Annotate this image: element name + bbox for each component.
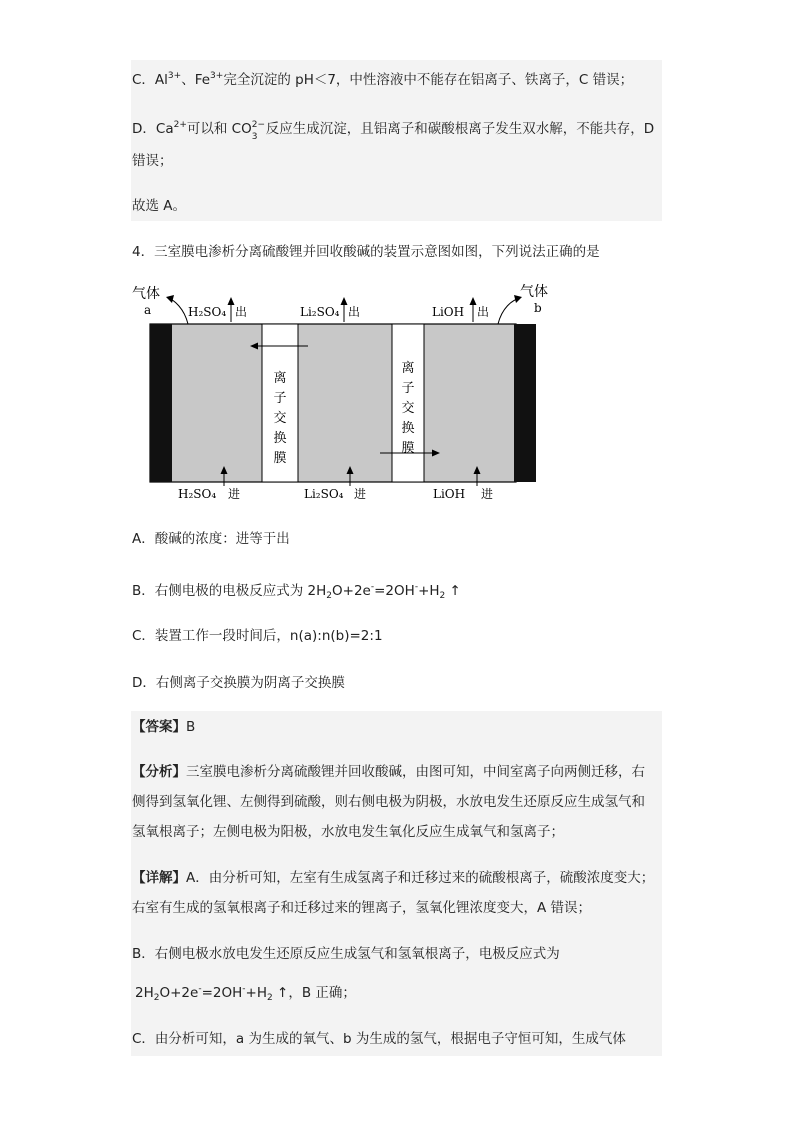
detail-b-line-1: B．右侧电极水放电发生还原反应生成氢气和氢氧根离子，电极反应式为 (132, 946, 560, 962)
detail-line-1: 【详解】A．由分析可知，左室有生成氢离子和迁移过来的硫酸根离子，硫酸浓度变大； (132, 870, 655, 886)
svg-text:交: 交 (401, 401, 415, 416)
svg-text:膜: 膜 (401, 441, 415, 456)
inlet-right-label: LiOH (433, 487, 466, 501)
electrodialysis-diagram (128, 280, 548, 510)
svg-text:换: 换 (401, 421, 415, 436)
outlet-left-out: 出 (235, 305, 248, 319)
option-d: D．右侧离子交换膜为阴离子交换膜 (132, 675, 345, 691)
inlet-right-in: 进 (481, 487, 494, 501)
prev-option-d-cont: 错误； (132, 153, 173, 169)
inlet-left-label: H₂SO₄ (178, 487, 217, 501)
gas-left-label: 气体 (132, 286, 160, 302)
gas-left-id: a (144, 303, 152, 317)
cell-body (150, 324, 516, 482)
svg-text:子: 子 (273, 391, 287, 406)
prev-conclusion: 故选 A。 (132, 198, 187, 214)
question-stem: 4．三室膜电渗析分离硫酸锂并回收酸碱的装置示意图如图，下列说法正确的是 (132, 244, 600, 260)
left-electrode (150, 324, 172, 482)
inlet-mid-in: 进 (354, 487, 367, 501)
outlet-right-out: 出 (477, 305, 490, 319)
analysis-line-2: 侧得到氢氧化锂、左侧得到硫酸，则右侧电极为阴极，水放电发生还原反应生成氢气和 (132, 794, 645, 810)
option-a: A．酸碱的浓度：进等于出 (132, 531, 290, 547)
left-membrane-label (273, 371, 286, 466)
prev-option-d: D．$Ca^{2+}$可以和 CO 2− 3 反应生成沉淀，且铝离子和碳酸根离子发生双水解，不能共存，D (132, 120, 655, 142)
detail-b-equation: $2H_2O+2e^-=2OH^-+H_2$ ↑，B 正确； (135, 984, 356, 1003)
analysis-line-1: 【分析】三室膜电渗析分离硫酸锂并回收酸碱，由图可知，中间室离子向两侧迁移，右 (132, 764, 645, 780)
outlet-mid-label: Li₂SO₄ (300, 305, 340, 319)
svg-text:离: 离 (401, 361, 415, 376)
inlet-mid-label: Li₂SO₄ (304, 487, 344, 501)
gas-right-id: b (534, 301, 542, 315)
outlet-left-label: H₂SO₄ (188, 305, 227, 319)
analysis-line-3: 氢氧根离子；左侧电极为阳极，水放电发生氧化反应生成氧气和氢离子； (132, 824, 564, 840)
svg-text:离: 离 (273, 371, 287, 386)
right-membrane-label (401, 361, 414, 456)
gas-right-label: 气体 (520, 284, 548, 300)
detail-c-line-1: C．由分析可知，a 为生成的氧气、b 为生成的氢气，根据电子守恒可知，生成气体 (132, 1031, 626, 1047)
option-c: C．装置工作一段时间后，n(a):n(b)=2:1 (132, 628, 383, 644)
outlet-mid-out: 出 (348, 305, 361, 319)
outlet-right-label: LiOH (432, 305, 465, 319)
inlet-left-in: 进 (228, 487, 241, 501)
svg-text:膜: 膜 (273, 451, 287, 466)
svg-text:换: 换 (273, 431, 287, 446)
svg-text:交: 交 (273, 411, 287, 426)
svg-text:子: 子 (401, 381, 415, 396)
detail-line-2: 右室有生成的氢氧根离子和迁移过来的锂离子，氢氧化锂浓度变大，A 错误； (132, 900, 592, 916)
option-b: B．右侧电极的电极反应式为 $2H_2O+2e^-=2OH^-+H_2$ ↑ (132, 582, 461, 601)
prev-option-c: C．$Al^{3+}$、$Fe^{3+}$完全沉淀的 pH＜7，中性溶液中不能存在铝离子、铁离子，C 错误； (132, 71, 634, 88)
right-electrode (514, 324, 536, 482)
answer-line: 【答案】B (132, 719, 196, 735)
